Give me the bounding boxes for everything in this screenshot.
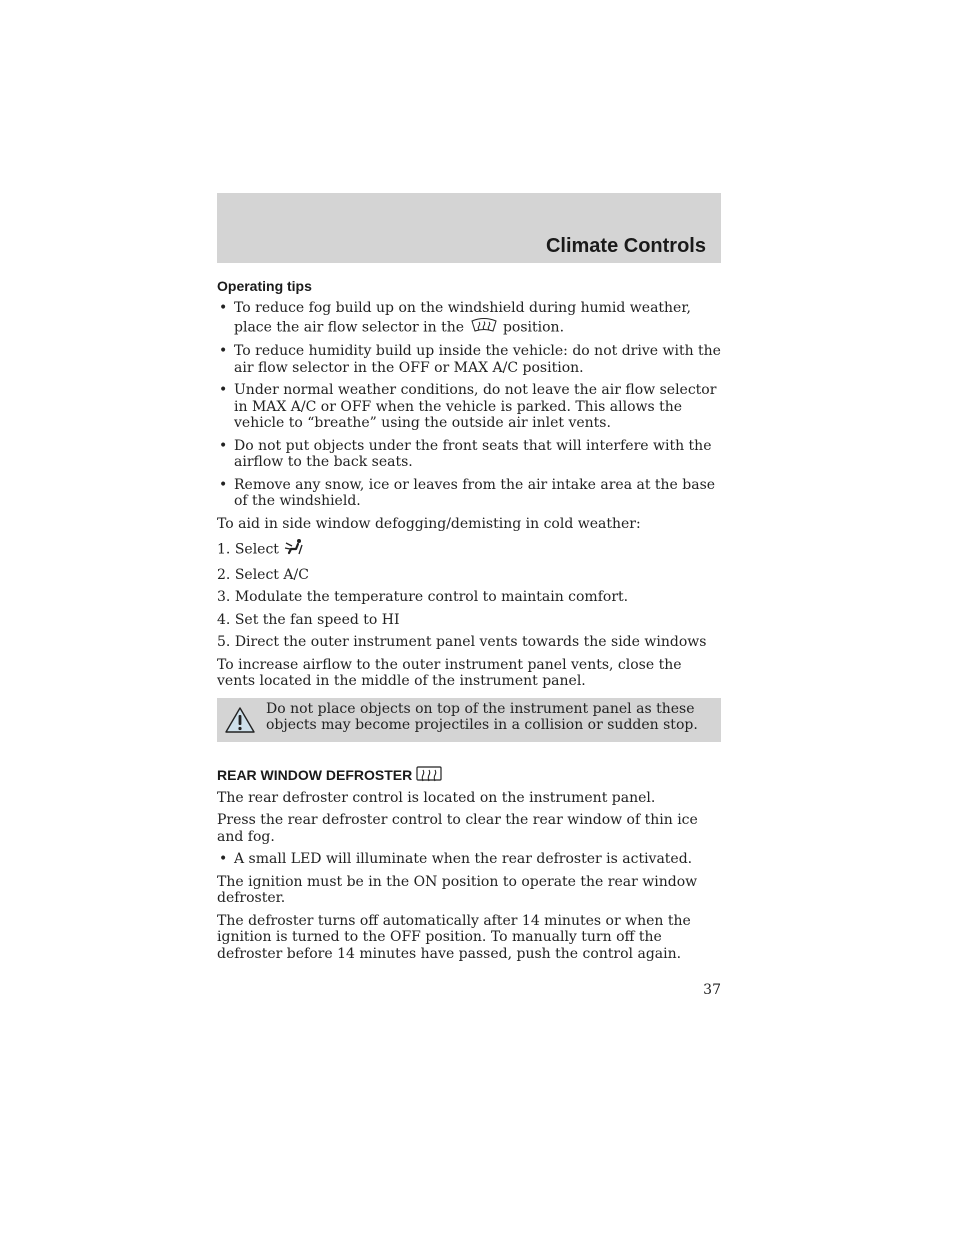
tip-text: To reduce fog build up on the windshield during humid weather, place the air flow selector in the bbox=[234, 300, 691, 335]
defog-steps bbox=[217, 538, 721, 651]
floor-defrost-airflow-icon bbox=[283, 538, 305, 561]
warning-box bbox=[217, 698, 721, 742]
operating-tips-list bbox=[217, 300, 721, 510]
list-item: • A small LED will illuminate when the rear defroster is activated. bbox=[217, 851, 721, 868]
step-text: Modulate the temperature control to maintain comfort. bbox=[234, 589, 629, 605]
rear-defroster-bullets bbox=[217, 851, 721, 868]
list-item bbox=[217, 612, 721, 629]
list-item: • Remove any snow, ice or leaves from the air intake area at the base of the windshield. bbox=[217, 477, 721, 510]
list-item bbox=[217, 538, 721, 561]
defog-intro: To aid in side window defogging/demisting in cold weather: bbox=[217, 515, 641, 532]
step-number: 3. bbox=[217, 589, 231, 605]
list-item: • Do not put objects under the front seats that will interfere with the airflow to the back seats. bbox=[217, 438, 721, 471]
chapter-title: Climate Controls bbox=[545, 235, 706, 257]
rear-defroster-title: REAR WINDOW DEFROSTER bbox=[217, 766, 413, 783]
tip-text-end: position. bbox=[502, 318, 565, 335]
step-text: Select bbox=[234, 541, 279, 558]
list-item bbox=[217, 589, 721, 606]
page-number: 37 bbox=[703, 982, 721, 998]
warning-triangle-icon bbox=[224, 706, 256, 739]
rear-defroster-location: The rear defroster control is located on the instrument panel. bbox=[217, 789, 656, 806]
rear-defroster-heading bbox=[217, 766, 721, 784]
rear-defroster-press: Press the rear defroster control to clear the rear window of thin ice and fog. bbox=[217, 812, 698, 845]
step-text: Direct the outer instrument panel vents towards the side windows bbox=[234, 634, 707, 650]
warning-text: Do not place objects on top of the instrument panel as these objects may become projectiles in a collision or sudden stop. bbox=[266, 700, 698, 733]
page-content bbox=[217, 277, 721, 968]
list-item bbox=[217, 300, 721, 337]
list-item bbox=[217, 634, 721, 651]
step-number: 2. bbox=[217, 566, 231, 583]
list-item: • Under normal weather conditions, do not leave the air flow selector in MAX A/C or OFF when the vehicle is parked. This allows the vehicle to “breathe” using the outside air inlet vents. bbox=[217, 382, 721, 432]
step-number: 4. bbox=[217, 611, 231, 628]
step-number: 1. bbox=[217, 541, 231, 558]
step-text: Set the fan speed to HI bbox=[234, 611, 400, 628]
rear-defroster-auto-off: The defroster turns off automatically after 14 minutes or when the ignition is turned to the OFF position. To manually turn off the defroster before 14 minutes have passed, push the control again. bbox=[217, 912, 691, 962]
list-item bbox=[217, 567, 721, 584]
windshield-defrost-icon bbox=[469, 317, 499, 338]
step-number: 5. bbox=[217, 634, 231, 650]
rear-defroster-ignition: The ignition must be in the ON position to operate the rear window defroster. bbox=[217, 873, 698, 906]
operating-tips-heading: Operating tips bbox=[217, 278, 312, 294]
rear-defrost-icon bbox=[416, 766, 442, 784]
list-item: • To reduce humidity build up inside the vehicle: do not drive with the air flow selector in the OFF or MAX A/C position. bbox=[217, 343, 721, 376]
chapter-header-band bbox=[217, 193, 721, 263]
airflow-note: To increase airflow to the outer instrument panel vents, close the vents located in the middle of the instrument panel. bbox=[217, 656, 682, 689]
step-text: Select A/C bbox=[234, 566, 309, 583]
